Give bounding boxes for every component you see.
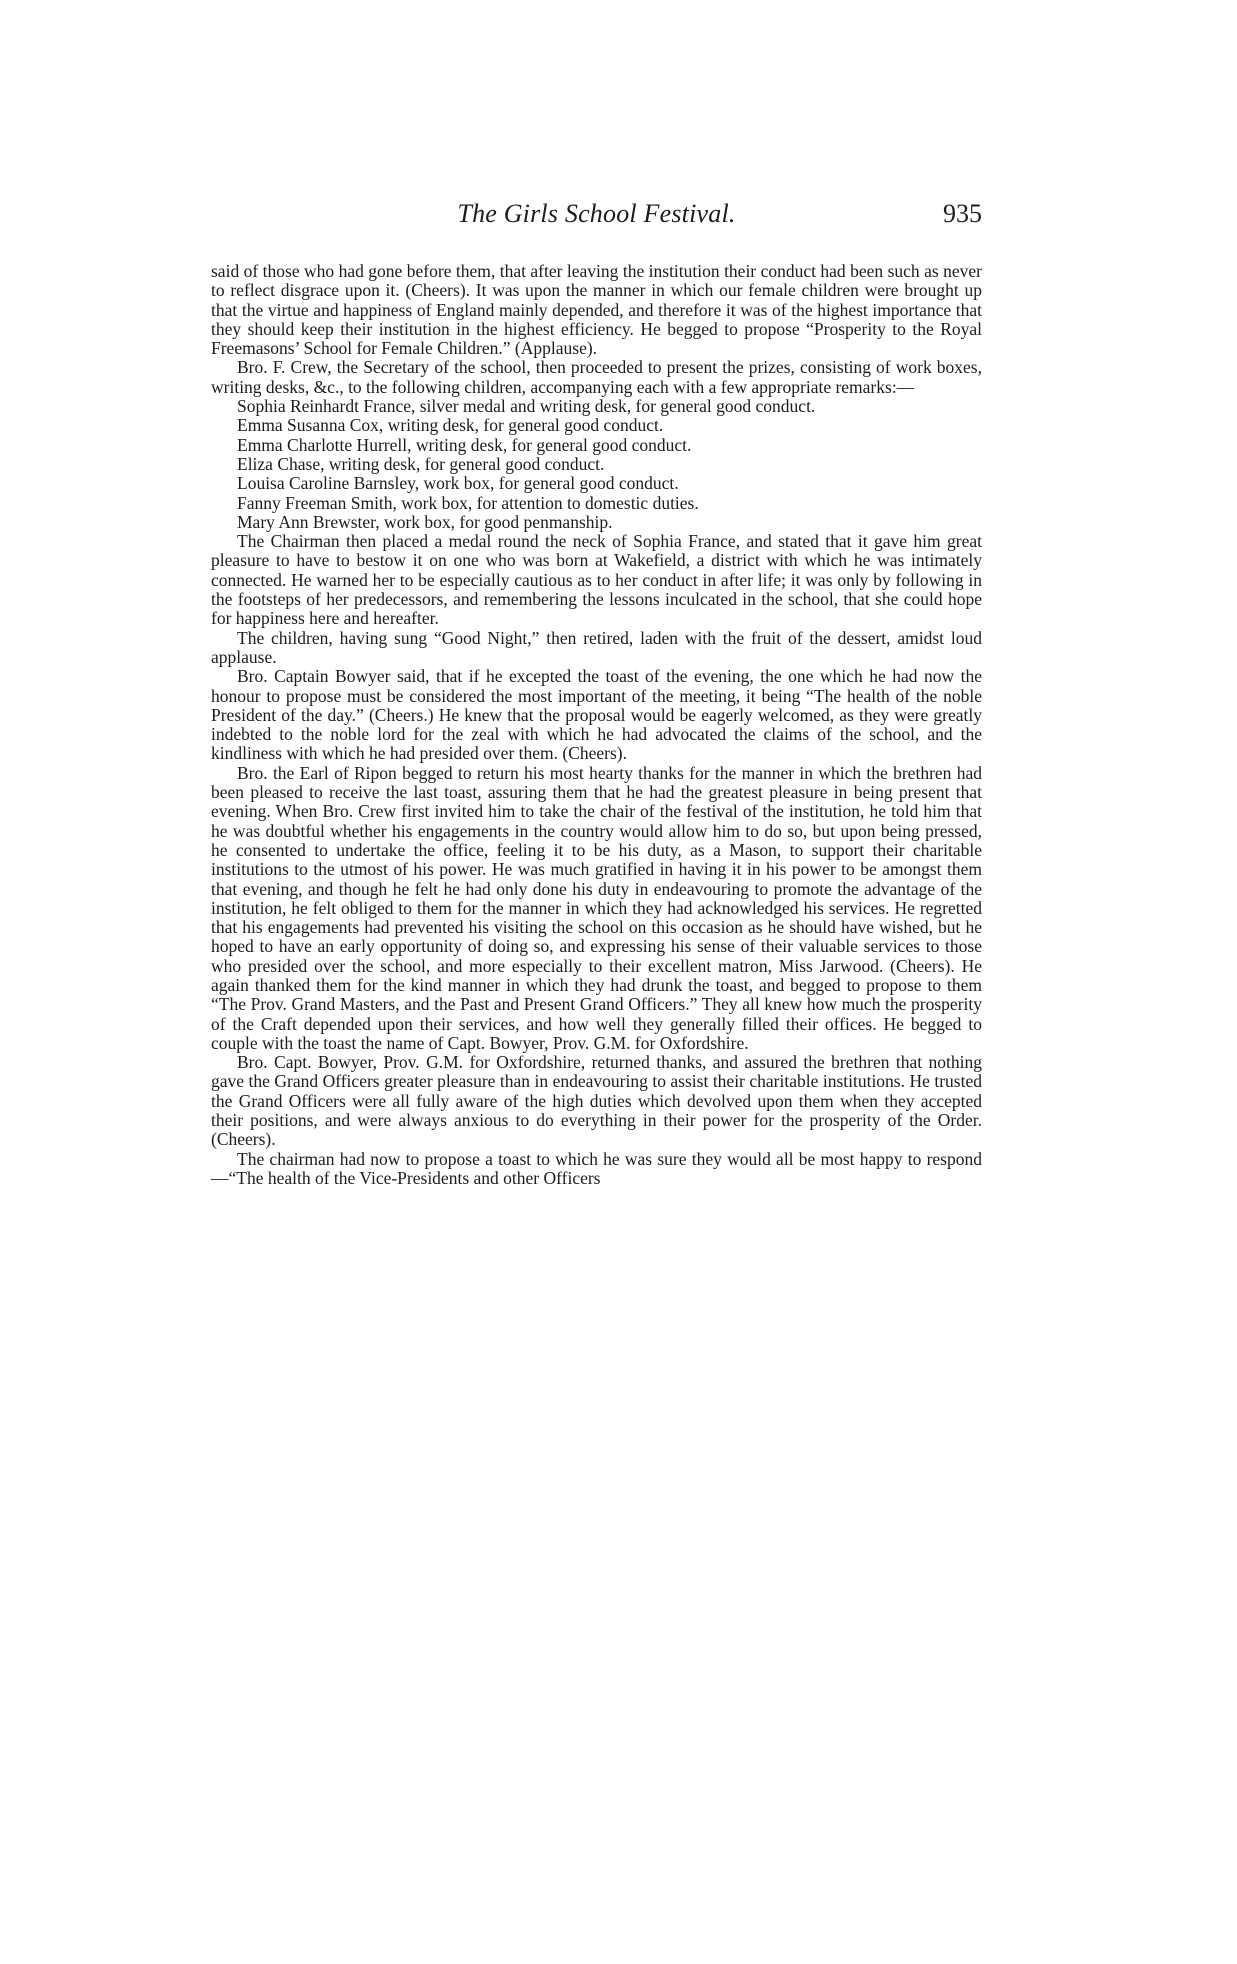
- running-header: [211, 196, 982, 232]
- paragraph: Bro. Captain Bowyer said, that if he excepted the toast of the evening, the one which he had now the honour to propose must be considered the most important of the meeting, it being “The health of the noble President of the day.” (Cheers.) He knew that the proposal would be eagerly welcomed, as they were greatly indebted to the noble lord for the zeal with which he had advocated the claims of the school, and the kindliness with which he had presided over them. (Cheers).: [211, 666, 982, 764]
- prize-list-item: Eliza Chase, writing desk, for general good conduct.: [237, 453, 605, 474]
- prize-list-item: Mary Ann Brewster, work box, for good penmanship.: [237, 511, 613, 532]
- paragraph: Bro. the Earl of Ripon begged to return his most hearty thanks for the manner in which the brethren had been pleased to receive the last toast, assuring them that he had the greatest pleasure in being present that evening. When Bro. Crew first invited him to take the chair of the festival of the institution, he told him that he was doubtful whether his engagements in the country would allow him to do so, but upon being pressed, he consented to undertake the office, feeling it to be his duty, as a Mason, to support their charitable institutions to the utmost of his power. He was much gratified in having it in his power to be amongst them that evening, and though he felt he had only done his duty in endeavouring to promote the advantage of the institution, he felt obliged to them for the manner in which they had acknowledged his services. He regretted that his engagements had prevented his visiting the school on this occasion as he should have wished, but he hoped to have an early opportunity of doing so, and expressing his sense of their valuable services to those who presided over the school, and more especially to their excellent matron, Miss Jarwood. (Cheers). He again thanked them for the kind manner in which they had drunk the toast, and begged to propose to them “The Prov. Grand Masters, and the Past and Present Grand Officers.” They all knew how much the prosperity of the Craft depended upon their services, and how well they generally filled their offices. He begged to couple with the toast the name of Capt. Bowyer, Prov. G.M. for Oxfordshire.: [211, 762, 982, 1053]
- paragraph: said of those who had gone before them, that after leaving the institution their conduct had been such as never to reflect disgrace upon it. (Cheers). It was upon the manner in which our female children were brought up that the virtue and happiness of England mainly depended, and therefore it was of the highest importance that they should keep their institution in the highest efficiency. He begged to propose “Prosperity to the Royal Freemasons’ School for Female Children.” (Applause).: [211, 261, 982, 359]
- prize-list-item: Sophia Reinhardt France, silver medal and writing desk, for general good conduct.: [237, 396, 816, 417]
- page-number: 935: [943, 199, 982, 228]
- prize-list-item: Fanny Freeman Smith, work box, for attention to domestic duties.: [237, 492, 699, 513]
- page-title: The Girls School Festival.: [457, 199, 736, 228]
- paragraph: The chairman had now to propose a toast to which he was sure they would all be most happy to respond—“The health of the Vice-Presidents and other Officers: [211, 1148, 982, 1188]
- prize-list-item: Louisa Caroline Barnsley, work box, for general good conduct.: [237, 473, 679, 494]
- prize-list-item: Emma Charlotte Hurrell, writing desk, for general good conduct.: [237, 434, 692, 455]
- paragraph: Bro. Capt. Bowyer, Prov. G.M. for Oxfordshire, returned thanks, and assured the brethren that nothing gave the Grand Officers greater pleasure than in endeavouring to assist their charitable institutions. He trusted the Grand Officers were all fully aware of the high duties which devolved upon them when they accepted their positions, and were always anxious to do everything in their power for the prosperity of the Order. (Cheers).: [211, 1052, 982, 1150]
- paragraph: The Chairman then placed a medal round the neck of Sophia France, and stated that it gave him great pleasure to have to bestow it on one who was born at Wakefield, a district with which he was intimately connected. He warned her to be especially cautious as to her conduct in after life; it was only by following in the footsteps of her predecessors, and remembering the lessons inculcated in the school, that she could hope for happiness here and hereafter.: [211, 531, 982, 629]
- paragraph: The children, having sung “Good Night,” then retired, laden with the fruit of the dessert, amidst loud applause.: [211, 627, 982, 667]
- article-body: [211, 262, 982, 1188]
- paragraph: Bro. F. Crew, the Secretary of the school, then proceeded to present the prizes, consisting of work boxes, writing desks, &c., to the following children, accompanying each with a few appropriate remarks:—: [211, 357, 982, 397]
- prize-list-item: Emma Susanna Cox, writing desk, for general good conduct.: [237, 415, 664, 436]
